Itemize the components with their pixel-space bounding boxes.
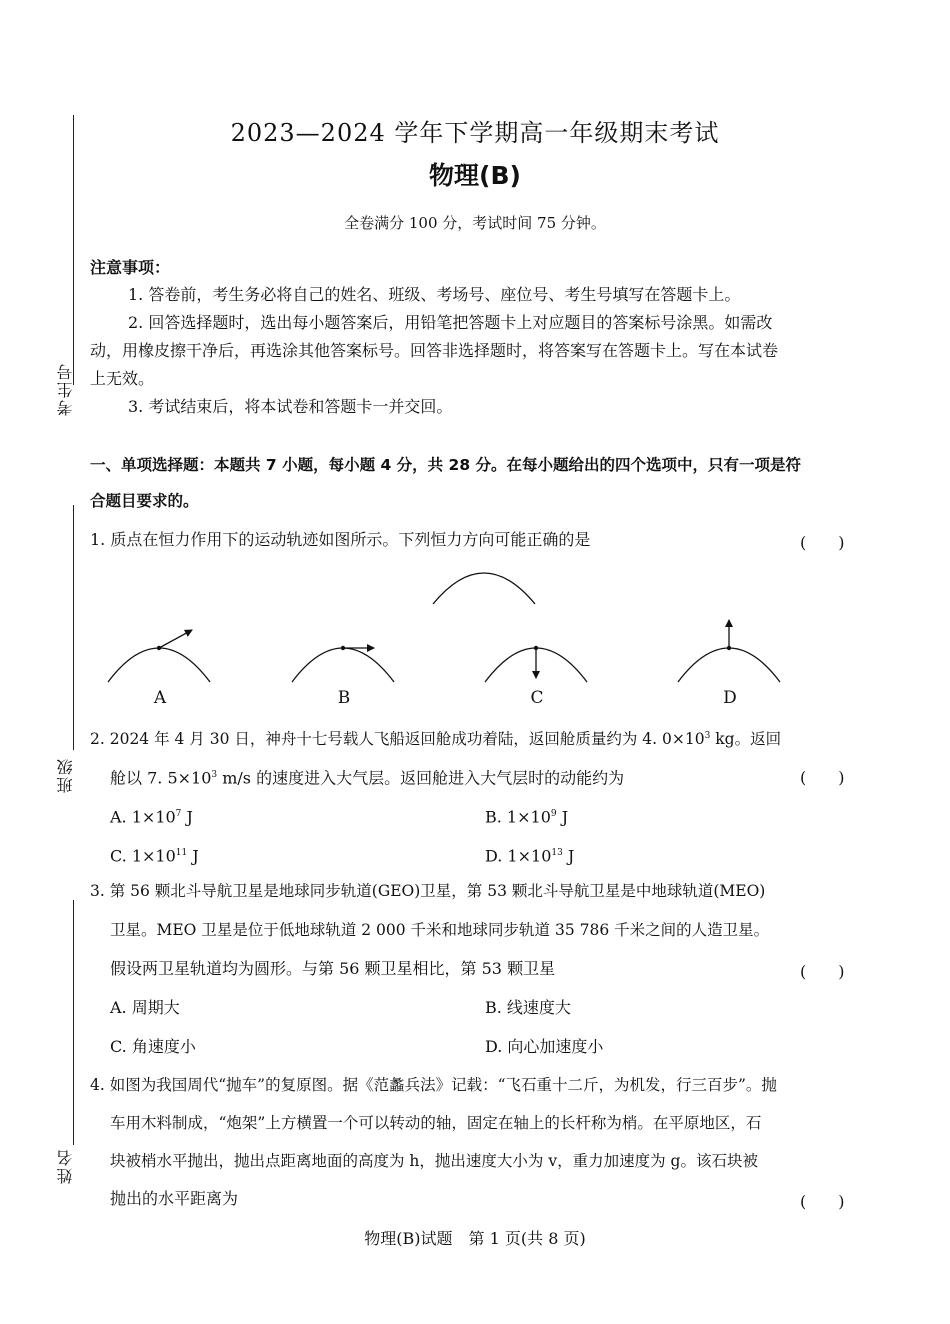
q2-line-2-tail: m/s 的速度进入大气层。返回舱进入大气层时的动能约为 (217, 768, 625, 788)
q2-speed-exponent: 3 (211, 770, 218, 780)
q1-trajectory-d (678, 648, 780, 682)
q3-option-b[interactable]: B. 线速度大 (485, 998, 571, 1017)
q3-line-2: 卫星。MEO 卫星是位于低地球轨道 2 000 千米和地球同步轨道 35 786 千米之间的人造卫星。 (110, 921, 770, 939)
q2-line-1-text: 2. 2024 年 4 月 30 日，神舟十七号载人飞船返回舱成功着陆，返回舱质量约为 4. 0×10 (90, 730, 705, 749)
q1-figure (0, 560, 950, 720)
section-1-line-1: 一、单项选择题：本题共 7 小题，每小题 4 分，共 28 分。在每小题给出的四个选项中，只有一项是符 (90, 456, 802, 474)
score-line: 全卷满分 100 分，考试时间 75 分钟。 (344, 214, 606, 232)
notice-item-2-line-3: 上无效。 (90, 369, 155, 388)
section-1-line-2: 合题目要求的。 (90, 492, 199, 510)
q2-line-1 (90, 726, 781, 749)
q4-line-4: 抛出的水平距离为 (110, 1189, 239, 1208)
q3-line-3: 假设两卫星轨道均为圆形。与第 56 颗卫星相比，第 53 颗卫星 (110, 959, 556, 978)
q3-answer-paren: ( ) (800, 962, 845, 981)
q3-option-c[interactable]: C. 角速度小 (110, 1037, 196, 1056)
q2-option-b[interactable]: B. $1\times 10^9$ J (485, 807, 569, 827)
margin-label-exam-no: 考生号 (56, 362, 75, 416)
q2-mass-exponent: 3 (704, 731, 711, 741)
exam-title: 2023—2024 学年下学期高一年级期末考试 (230, 119, 720, 147)
q4-line-2: 车用木料制成，“炮架”上方横置一个可以转动的轴，固定在轴上的长杆称为梢。在平原地区，石 (110, 1114, 762, 1132)
q1-trajectory-b (292, 648, 394, 682)
notice-heading: 注意事项： (90, 258, 171, 277)
q3-line-1: 3. 第 56 颗北斗导航卫星是地球同步轨道(GEO)卫星，第 53 颗北斗导航卫星是中地球轨道(MEO) (90, 882, 766, 900)
q1-force-arrow-a (159, 630, 192, 648)
notice-item-1: 1. 答卷前，考生务必将自己的姓名、班级、考场号、座位号、考生号填写在答题卡上。 (128, 285, 741, 304)
notice-item-3: 3. 考试结束后，将本试卷和答题卡一并交回。 (128, 397, 453, 416)
q2-line-2 (110, 765, 624, 788)
notice-item-2-line-2: 动，用橡皮擦干净后，再选涂其他答案标号。回答非选择题时，将答案写在答题卡上。写在本试卷 (90, 341, 779, 360)
q4-line-3: 块被梢水平抛出，抛出点距离地面的高度为 h，抛出速度大小为 v，重力加速度为 g。该石块被 (110, 1152, 758, 1170)
q1-label-a: A (153, 688, 167, 708)
notice-item-2-line-1: 2. 回答选择题时，选出每小题答案后，用铅笔把答题卡上对应题目的答案标号涂黑。如需改 (128, 313, 773, 332)
margin-rule-bottom (73, 900, 74, 1145)
q2-line-2-text: 舱以 7. 5×10 (110, 768, 212, 788)
q1-label-b: B (337, 688, 351, 708)
q1-label-c: C (530, 688, 544, 708)
q2-answer-paren: ( ) (800, 768, 845, 787)
q1-stem: 1. 质点在恒力作用下的运动轨迹如图所示。下列恒力方向可能正确的是 (90, 530, 591, 549)
q1-trajectory-a (108, 648, 210, 682)
exam-subtitle: 物理(B) (429, 161, 521, 190)
q3-option-d[interactable]: D. 向心加速度小 (485, 1037, 604, 1056)
q1-label-d: D (723, 688, 737, 708)
q2-option-a[interactable]: A. $1\times 10^7$ J (110, 807, 193, 827)
q1-answer-paren: ( ) (800, 533, 845, 552)
q3-option-a[interactable]: A. 周期大 (110, 998, 180, 1017)
q1-trajectory-reference (433, 573, 535, 604)
q4-line-1: 4. 如图为我国周代“抛车”的复原图。据《范蠡兵法》记载：“飞石重十二斤，为机发，行三百步”。抛 (90, 1076, 777, 1094)
page-footer: 物理(B)试题 第 1 页(共 8 页) (364, 1229, 586, 1248)
q2-line-1-tail: kg。返回 (710, 730, 782, 749)
q4-answer-paren: ( ) (800, 1192, 845, 1211)
margin-label-name: 姓名 (56, 1148, 75, 1184)
margin-label-class: 班级 (56, 757, 75, 793)
q2-option-c[interactable]: C. $1\times 10^{11}$ J (110, 846, 199, 866)
q2-option-d[interactable]: D. $1\times 10^{13}$ J (485, 846, 575, 866)
